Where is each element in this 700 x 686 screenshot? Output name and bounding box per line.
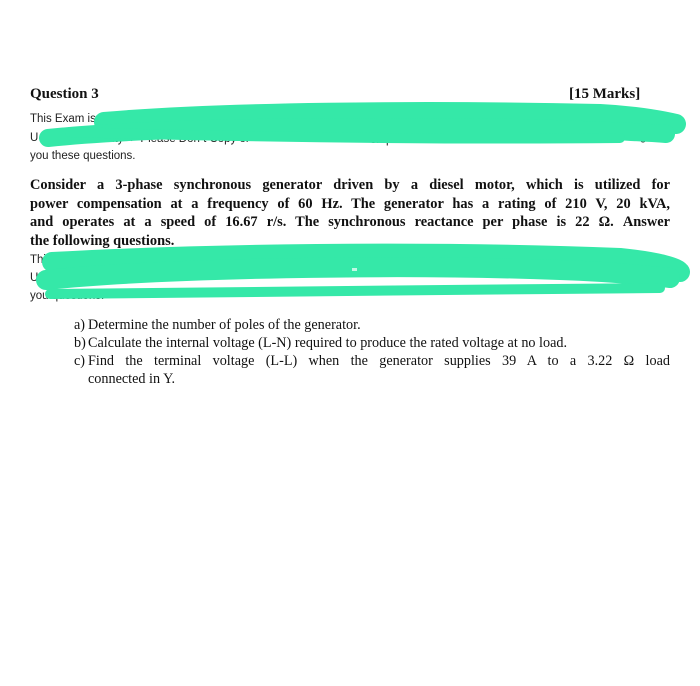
question-body-line: Consider a 3-phase synchronous generator driven by a diesel motor, which is utilized for	[30, 177, 670, 193]
sub-question-text	[88, 316, 670, 334]
redaction-stroke-bottom-2	[46, 267, 670, 280]
question-body-line: and operates at a speed of 16.67 r/s. The synchronous reactance per phase is 22 Ω. Answer	[30, 214, 670, 230]
notice-bottom-line2-right: ned	[646, 272, 666, 284]
question-title: Question 3	[30, 86, 99, 102]
notice-top-line2-left: U	[30, 132, 39, 144]
redaction-stroke-bottom-1	[52, 254, 680, 272]
sub-question-letter: a)	[74, 317, 86, 333]
question-marks: [15 Marks]	[569, 86, 641, 102]
sub-question-text	[88, 352, 670, 388]
notice-bottom-line3: you questions.	[30, 290, 105, 302]
notice-top-line1-right: ot	[646, 113, 656, 125]
notice-top-line3: you these questions.	[30, 150, 136, 162]
sub-questions	[74, 316, 670, 388]
notice-top-line2-mid: ity -> Please Don t Copy or	[112, 133, 250, 145]
notice-top-line1: This Exam is m	[30, 113, 109, 125]
question-body-line: power compensation at a frequency of 60 Hz. The generator has a rating of 210 V, 20 kVA,	[30, 195, 670, 212]
notice-bottom-line2-left: Us	[30, 272, 45, 284]
redaction-stroke-top-1	[104, 112, 676, 124]
question-body	[30, 176, 670, 250]
sub-question-letter: c)	[74, 353, 86, 369]
sub-question-line: connected in Y.	[88, 371, 176, 387]
notice-bottom-line1: This	[30, 254, 52, 266]
sub-question-letter: b)	[74, 335, 86, 351]
sub-question-b	[74, 334, 670, 352]
sub-question-line: Determine the number of poles of the generator.	[88, 317, 361, 333]
question-body-line: the following questions.	[30, 232, 175, 249]
sub-question-line: Find the terminal voltage (L-L) when the generator supplies 39 A to a 3.22 Ω load	[88, 353, 670, 369]
sub-question-line: Calculate the internal voltage (L-N) required to produce the rated voltage at no load.	[88, 335, 568, 351]
notice-top-line2-mid2: ompute	[370, 134, 409, 146]
sub-question-a	[74, 316, 670, 334]
sub-question-text	[88, 334, 670, 352]
redaction-highlight	[352, 268, 357, 271]
sub-question-c	[74, 352, 670, 388]
redaction-stroke-bottom-3	[50, 288, 660, 294]
notice-top-line2-right: gned	[640, 131, 666, 143]
